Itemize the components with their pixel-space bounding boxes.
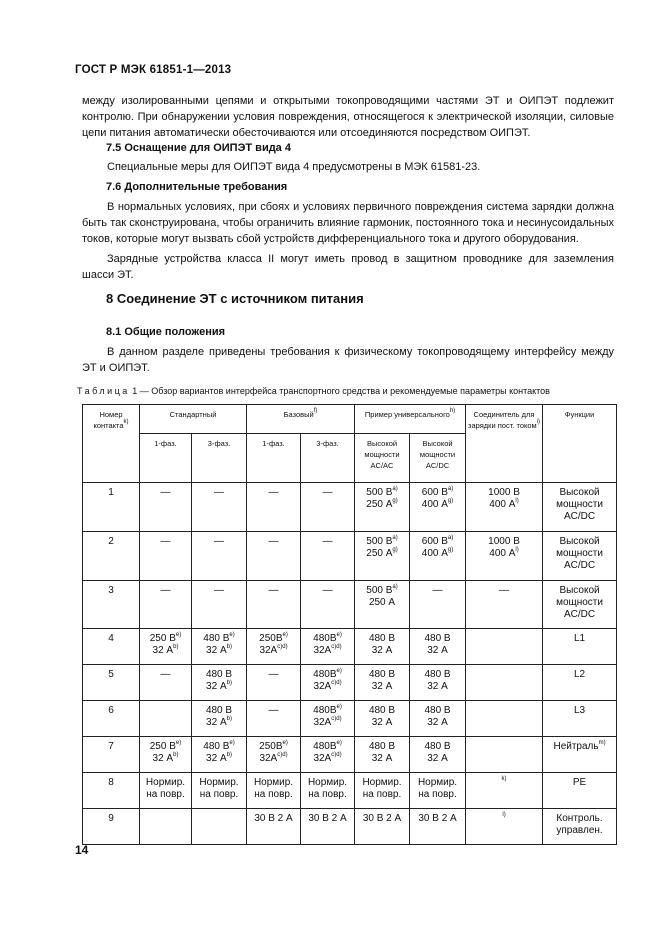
- table-cell: $480В^{e)}$ $32А^{c)d)}$: [301, 665, 355, 701]
- col-universal: Пример универсального$^{h)}$: [355, 405, 466, 434]
- table-row: [83, 629, 617, 665]
- table-cell: 480 В 32 А: [355, 665, 410, 701]
- table-cell: 2: [83, 532, 140, 581]
- table-cell: [140, 809, 192, 845]
- sub-std-1phase: 1-фаз.: [140, 434, 192, 483]
- table-cell: [140, 701, 192, 737]
- table-cell: Высокой мощности AC/DC: [543, 581, 617, 629]
- table-cell: —: [140, 665, 192, 701]
- sub-high-acdc: Высокой мощности AC/DC: [410, 434, 466, 483]
- table-cell: [192, 809, 247, 845]
- table-cell: 5: [83, 665, 140, 701]
- table-cell: Нормир. на повр.: [301, 773, 355, 809]
- table-cell: 1000 В 400 $А^{l)}$: [466, 483, 543, 532]
- table-cell: —: [410, 581, 466, 629]
- table-caption: Таблица 1 — Обзор вариантов интерфейса транспортного средства и рекомендуемые параметры контактов: [77, 386, 550, 396]
- heading-7-6: 7.6 Дополнительные требования: [106, 181, 288, 193]
- table-cell: 480 В 32 $А^{b)}$: [192, 665, 247, 701]
- table-cell: —: [247, 665, 301, 701]
- table-cell: 480 В 32 А: [410, 665, 466, 701]
- table-cell: $480В^{e)}$ $32А^{c)d)}$: [301, 737, 355, 773]
- table-row: [83, 581, 617, 629]
- table-cell: [466, 737, 543, 773]
- table-cell: —: [247, 532, 301, 581]
- table-header-row: [83, 405, 617, 434]
- table-cell: —: [247, 701, 301, 737]
- table-row: [83, 532, 617, 581]
- table-cell: —: [140, 532, 192, 581]
- document-header: ГОСТ Р МЭК 61851-1—2013: [75, 64, 232, 76]
- table-cell: —: [301, 483, 355, 532]
- sub-base-3phase: 3-фаз.: [301, 434, 355, 483]
- table-cell: —: [247, 483, 301, 532]
- col-standard: Стандартный: [140, 405, 247, 434]
- table-cell: 500 $В^{a)}$ 250 А: [355, 581, 410, 629]
- table-cell: 480 В 32 А: [355, 629, 410, 665]
- table-cell: 4: [83, 629, 140, 665]
- paragraph-isolation: между изолированными цепями и открытыми токопроводящими частями ЭТ и ОИПЭТ подлежит контролю. При обнаружении условия повреждения, относящегося к электрической изоляции, силовые цепи питания автоматически обесточиваются или отсоединяются посредством ОИПЭТ.: [82, 95, 614, 139]
- table-cell: 6: [83, 701, 140, 737]
- table-cell: 250 $В^{e)}$ 32 $А^{b)}$: [140, 737, 192, 773]
- table-cell: 480 В 32 А: [355, 737, 410, 773]
- table-cell: $480В^{e)}$ $32А^{c)d)}$: [301, 701, 355, 737]
- table-cell: 7: [83, 737, 140, 773]
- table-cell: Нормир. на повр.: [247, 773, 301, 809]
- table-row: [83, 773, 617, 809]
- table-cell: Нормир. на повр.: [192, 773, 247, 809]
- paragraph-7-6a: В нормальных условиях, при сбоях и условиях первичного повреждения система зарядки должна быть так сконструирована, чтобы ограничить влияние гармоник, постоянного тока и несинусоидальных токов, которые могут вызвать сбой устройств дифференциального тока и другого оборудования.: [82, 201, 614, 245]
- table-cell: L1: [543, 629, 617, 665]
- table-cell: —: [301, 532, 355, 581]
- heading-8-1: 8.1 Общие положения: [106, 326, 226, 338]
- table-cell: $250В^{e)}$ $32А^{c)d)}$: [247, 629, 301, 665]
- paragraph-7-5: Специальные меры для ОИПЭТ вида 4 предусмотрены в МЭК 61581-23.: [107, 161, 481, 173]
- heading-8: 8 Соединение ЭТ с источником питания: [106, 291, 364, 306]
- table-cell: 9: [83, 809, 140, 845]
- table-cell: 480 $В^{e)}$ 32 $А^{b)}$: [192, 629, 247, 665]
- table-cell: —: [140, 581, 192, 629]
- table-cell: $480В^{e)}$ $32А^{c)d)}$: [301, 629, 355, 665]
- table-cell: 480 В 32 $А^{b)}$: [192, 701, 247, 737]
- table-cell: Нейтраль$^{m)}$: [543, 737, 617, 773]
- table-row: [83, 737, 617, 773]
- table-cell: Нормир. на повр.: [410, 773, 466, 809]
- table-cell: $250В^{e)}$ $32А^{c)d)}$: [247, 737, 301, 773]
- table-cell: [466, 665, 543, 701]
- sub-std-3phase: 3-фаз.: [192, 434, 247, 483]
- table-cell: Высокой мощности AC/DC: [543, 532, 617, 581]
- paragraph-7-6b: Зарядные устройства класса II могут иметь провод в защитном проводнике для заземления шасси ЭТ.: [82, 253, 614, 281]
- table-cell: Нормир. на повр.: [355, 773, 410, 809]
- table-cell: Высокой мощности AC/DC: [543, 483, 617, 532]
- table-cell: 480 В 32 А: [410, 737, 466, 773]
- table-cell: —: [247, 581, 301, 629]
- page-number: 14: [75, 843, 89, 857]
- table-cell: Контроль. управлен.: [543, 809, 617, 845]
- table-cell: [466, 629, 543, 665]
- table-cell: 480 В 32 А: [355, 701, 410, 737]
- col-contact-number: Номер контакта$^{k)}$: [83, 405, 140, 483]
- table-cell: 500 $В^{a)}$ 250 $А^{g)}$: [355, 532, 410, 581]
- col-basic: Базовый$^{f)}$: [247, 405, 355, 434]
- table-cell: —: [192, 483, 247, 532]
- table-cell: 30 В 2 А: [301, 809, 355, 845]
- table-cell: —: [192, 581, 247, 629]
- table-cell: 3: [83, 581, 140, 629]
- table-cell: k): [466, 773, 543, 809]
- col-dc-connector: Соединитель для зарядки пост. током$^{i)}$: [466, 405, 543, 483]
- table-cell: 8: [83, 773, 140, 809]
- table-cell: 480 В 32 А: [410, 701, 466, 737]
- table-cell: 500 $В^{a)}$ 250 $А^{g)}$: [355, 483, 410, 532]
- table-cell: [466, 701, 543, 737]
- table-cell: L3: [543, 701, 617, 737]
- table-cell: —: [192, 532, 247, 581]
- table-row: [83, 809, 617, 845]
- sub-base-1phase: 1-фаз.: [247, 434, 301, 483]
- table-row: [83, 483, 617, 532]
- table-cell: 1000 В 400 $А^{l)}$: [466, 532, 543, 581]
- sub-high-acac: Высокой мощности AC/AC: [355, 434, 410, 483]
- table-cell: 30 В 2 А: [247, 809, 301, 845]
- table-cell: PE: [543, 773, 617, 809]
- table-cell: Нормир. на повр.: [140, 773, 192, 809]
- table-cell: 600 $В^{a)}$ 400 $А^{g)}$: [410, 532, 466, 581]
- table-cell: 600 $В^{a)}$ 400 $А^{g)}$: [410, 483, 466, 532]
- table-cell: 30 В 2 А: [355, 809, 410, 845]
- heading-7-5: 7.5 Оснащение для ОИПЭТ вида 4: [106, 142, 291, 154]
- table-cell: L2: [543, 665, 617, 701]
- col-functions: Функции: [543, 405, 617, 483]
- table-cell: —: [466, 581, 543, 629]
- table-row: [83, 701, 617, 737]
- table-cell: 1: [83, 483, 140, 532]
- table-cell: l): [466, 809, 543, 845]
- table-cell: 30 В 2 А: [410, 809, 466, 845]
- contacts-table: [82, 404, 617, 845]
- table-cell: —: [140, 483, 192, 532]
- table-cell: 480 $В^{e)}$ 32 $А^{b)}$: [192, 737, 247, 773]
- table-cell: —: [301, 581, 355, 629]
- table-row: [83, 665, 617, 701]
- paragraph-8-1: В данном разделе приведены требования к физическому токопроводящему интерфейсу между ЭТ и ОИПЭТ.: [82, 346, 614, 374]
- table-cell: 250 $В^{e)}$ 32 $А^{b)}$: [140, 629, 192, 665]
- table-cell: 480 В 32 А: [410, 629, 466, 665]
